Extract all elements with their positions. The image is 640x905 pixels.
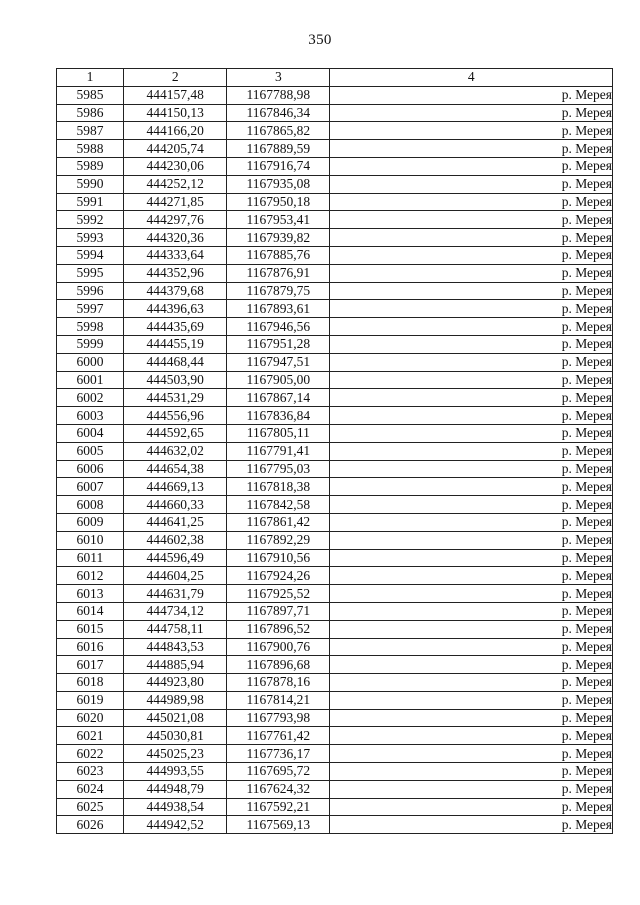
cell-y-coordinate: 1167910,56	[227, 549, 330, 567]
cell-x-coordinate: 444531,29	[124, 389, 227, 407]
cell-point-number: 5991	[57, 193, 124, 211]
cell-point-number: 5988	[57, 140, 124, 158]
cell-description: р. Мерея	[330, 763, 613, 781]
table-row	[57, 300, 613, 318]
cell-point-number: 6023	[57, 763, 124, 781]
cell-x-coordinate: 444166,20	[124, 122, 227, 140]
cell-x-coordinate: 444271,85	[124, 193, 227, 211]
cell-point-number: 6007	[57, 478, 124, 496]
table-row	[57, 656, 613, 674]
cell-y-coordinate: 1167905,00	[227, 371, 330, 389]
cell-x-coordinate: 444468,44	[124, 353, 227, 371]
table-row	[57, 407, 613, 425]
cell-description: р. Мерея	[330, 656, 613, 674]
table-row	[57, 371, 613, 389]
cell-description: р. Мерея	[330, 727, 613, 745]
cell-x-coordinate: 444948,79	[124, 780, 227, 798]
cell-y-coordinate: 1167805,11	[227, 424, 330, 442]
cell-x-coordinate: 445021,08	[124, 709, 227, 727]
table-row	[57, 335, 613, 353]
cell-x-coordinate: 445030,81	[124, 727, 227, 745]
cell-x-coordinate: 444843,53	[124, 638, 227, 656]
cell-y-coordinate: 1167896,52	[227, 620, 330, 638]
table-row	[57, 478, 613, 496]
cell-x-coordinate: 444435,69	[124, 318, 227, 336]
cell-y-coordinate: 1167893,61	[227, 300, 330, 318]
cell-description: р. Мерея	[330, 353, 613, 371]
table-row	[57, 246, 613, 264]
cell-description: р. Мерея	[330, 335, 613, 353]
cell-point-number: 6015	[57, 620, 124, 638]
cell-x-coordinate: 444230,06	[124, 157, 227, 175]
cell-y-coordinate: 1167935,08	[227, 175, 330, 193]
cell-y-coordinate: 1167879,75	[227, 282, 330, 300]
cell-x-coordinate: 444942,52	[124, 816, 227, 834]
cell-point-number: 6006	[57, 460, 124, 478]
cell-y-coordinate: 1167947,51	[227, 353, 330, 371]
cell-description: р. Мерея	[330, 193, 613, 211]
cell-y-coordinate: 1167865,82	[227, 122, 330, 140]
cell-point-number: 6024	[57, 780, 124, 798]
cell-description: р. Мерея	[330, 549, 613, 567]
table-row	[57, 353, 613, 371]
cell-x-coordinate: 444252,12	[124, 175, 227, 193]
cell-point-number: 5992	[57, 211, 124, 229]
cell-y-coordinate: 1167900,76	[227, 638, 330, 656]
table-row	[57, 620, 613, 638]
table-row	[57, 264, 613, 282]
cell-description: р. Мерея	[330, 264, 613, 282]
table-row	[57, 709, 613, 727]
coordinates-table	[56, 68, 613, 834]
cell-x-coordinate: 444669,13	[124, 478, 227, 496]
cell-x-coordinate: 444993,55	[124, 763, 227, 781]
cell-description: р. Мерея	[330, 371, 613, 389]
cell-point-number: 5986	[57, 104, 124, 122]
cell-description: р. Мерея	[330, 691, 613, 709]
table-row	[57, 282, 613, 300]
cell-y-coordinate: 1167916,74	[227, 157, 330, 175]
table-row	[57, 122, 613, 140]
cell-x-coordinate: 444989,98	[124, 691, 227, 709]
table-row	[57, 602, 613, 620]
cell-description: р. Мерея	[330, 157, 613, 175]
cell-y-coordinate: 1167569,13	[227, 816, 330, 834]
table-row	[57, 727, 613, 745]
cell-x-coordinate: 444157,48	[124, 86, 227, 104]
table-row	[57, 140, 613, 158]
cell-y-coordinate: 1167925,52	[227, 585, 330, 603]
cell-description: р. Мерея	[330, 282, 613, 300]
cell-x-coordinate: 444352,96	[124, 264, 227, 282]
cell-y-coordinate: 1167736,17	[227, 745, 330, 763]
table-row	[57, 424, 613, 442]
table-row	[57, 549, 613, 567]
cell-x-coordinate: 444923,80	[124, 674, 227, 692]
cell-y-coordinate: 1167788,98	[227, 86, 330, 104]
table-row	[57, 674, 613, 692]
cell-x-coordinate: 444297,76	[124, 211, 227, 229]
cell-description: р. Мерея	[330, 567, 613, 585]
cell-point-number: 6017	[57, 656, 124, 674]
cell-y-coordinate: 1167939,82	[227, 229, 330, 247]
cell-x-coordinate: 444632,02	[124, 442, 227, 460]
cell-description: р. Мерея	[330, 709, 613, 727]
column-header-1: 1	[57, 69, 124, 87]
cell-point-number: 6014	[57, 602, 124, 620]
cell-point-number: 6005	[57, 442, 124, 460]
cell-point-number: 5995	[57, 264, 124, 282]
cell-point-number: 6009	[57, 513, 124, 531]
table-row	[57, 318, 613, 336]
cell-description: р. Мерея	[330, 86, 613, 104]
cell-y-coordinate: 1167876,91	[227, 264, 330, 282]
cell-x-coordinate: 444654,38	[124, 460, 227, 478]
cell-x-coordinate: 444885,94	[124, 656, 227, 674]
cell-x-coordinate: 444396,63	[124, 300, 227, 318]
cell-point-number: 6013	[57, 585, 124, 603]
cell-description: р. Мерея	[330, 175, 613, 193]
table-body	[57, 86, 613, 833]
cell-description: р. Мерея	[330, 246, 613, 264]
cell-x-coordinate: 444592,65	[124, 424, 227, 442]
cell-point-number: 5996	[57, 282, 124, 300]
cell-y-coordinate: 1167814,21	[227, 691, 330, 709]
cell-x-coordinate: 444503,90	[124, 371, 227, 389]
cell-point-number: 6003	[57, 407, 124, 425]
cell-y-coordinate: 1167624,32	[227, 780, 330, 798]
cell-point-number: 6022	[57, 745, 124, 763]
cell-x-coordinate: 444205,74	[124, 140, 227, 158]
table-row	[57, 193, 613, 211]
cell-description: р. Мерея	[330, 300, 613, 318]
cell-y-coordinate: 1167889,59	[227, 140, 330, 158]
cell-point-number: 6008	[57, 496, 124, 514]
cell-y-coordinate: 1167846,34	[227, 104, 330, 122]
table-row	[57, 86, 613, 104]
cell-description: р. Мерея	[330, 229, 613, 247]
cell-y-coordinate: 1167818,38	[227, 478, 330, 496]
cell-point-number: 6025	[57, 798, 124, 816]
cell-x-coordinate: 444758,11	[124, 620, 227, 638]
table-row	[57, 798, 613, 816]
table-row	[57, 816, 613, 834]
cell-point-number: 5985	[57, 86, 124, 104]
cell-x-coordinate: 444379,68	[124, 282, 227, 300]
cell-description: р. Мерея	[330, 318, 613, 336]
table-row	[57, 763, 613, 781]
table-row	[57, 211, 613, 229]
cell-x-coordinate: 444150,13	[124, 104, 227, 122]
page-number: 350	[308, 32, 332, 48]
cell-description: р. Мерея	[330, 531, 613, 549]
cell-point-number: 6004	[57, 424, 124, 442]
cell-y-coordinate: 1167761,42	[227, 727, 330, 745]
cell-description: р. Мерея	[330, 585, 613, 603]
cell-y-coordinate: 1167695,72	[227, 763, 330, 781]
cell-description: р. Мерея	[330, 478, 613, 496]
table-header-row	[57, 69, 613, 87]
cell-description: р. Мерея	[330, 407, 613, 425]
cell-description: р. Мерея	[330, 638, 613, 656]
table-row	[57, 780, 613, 798]
cell-description: р. Мерея	[330, 442, 613, 460]
cell-y-coordinate: 1167793,98	[227, 709, 330, 727]
cell-point-number: 6019	[57, 691, 124, 709]
cell-x-coordinate: 444631,79	[124, 585, 227, 603]
table-row	[57, 442, 613, 460]
cell-x-coordinate: 444320,36	[124, 229, 227, 247]
cell-point-number: 5990	[57, 175, 124, 193]
cell-y-coordinate: 1167953,41	[227, 211, 330, 229]
cell-x-coordinate: 444556,96	[124, 407, 227, 425]
cell-point-number: 6016	[57, 638, 124, 656]
cell-point-number: 6002	[57, 389, 124, 407]
cell-description: р. Мерея	[330, 140, 613, 158]
cell-point-number: 6012	[57, 567, 124, 585]
cell-description: р. Мерея	[330, 620, 613, 638]
table-row	[57, 389, 613, 407]
cell-y-coordinate: 1167878,16	[227, 674, 330, 692]
cell-y-coordinate: 1167950,18	[227, 193, 330, 211]
cell-point-number: 6026	[57, 816, 124, 834]
column-header-3: 3	[227, 69, 330, 87]
cell-y-coordinate: 1167892,29	[227, 531, 330, 549]
cell-y-coordinate: 1167791,41	[227, 442, 330, 460]
table-row	[57, 175, 613, 193]
cell-description: р. Мерея	[330, 602, 613, 620]
table-row	[57, 229, 613, 247]
cell-description: р. Мерея	[330, 513, 613, 531]
cell-y-coordinate: 1167842,58	[227, 496, 330, 514]
cell-description: р. Мерея	[330, 816, 613, 834]
cell-description: р. Мерея	[330, 424, 613, 442]
table-row	[57, 585, 613, 603]
table-row	[57, 104, 613, 122]
cell-description: р. Мерея	[330, 496, 613, 514]
cell-y-coordinate: 1167896,68	[227, 656, 330, 674]
cell-point-number: 5999	[57, 335, 124, 353]
cell-x-coordinate: 444596,49	[124, 549, 227, 567]
cell-x-coordinate: 444604,25	[124, 567, 227, 585]
cell-point-number: 6021	[57, 727, 124, 745]
cell-point-number: 5993	[57, 229, 124, 247]
cell-point-number: 5994	[57, 246, 124, 264]
cell-y-coordinate: 1167885,76	[227, 246, 330, 264]
column-header-2: 2	[124, 69, 227, 87]
cell-description: р. Мерея	[330, 798, 613, 816]
cell-y-coordinate: 1167861,42	[227, 513, 330, 531]
table-row	[57, 513, 613, 531]
cell-point-number: 6018	[57, 674, 124, 692]
cell-x-coordinate: 444938,54	[124, 798, 227, 816]
cell-description: р. Мерея	[330, 211, 613, 229]
table-row	[57, 745, 613, 763]
table-row	[57, 691, 613, 709]
column-header-4: 4	[330, 69, 613, 87]
cell-y-coordinate: 1167836,84	[227, 407, 330, 425]
cell-y-coordinate: 1167951,28	[227, 335, 330, 353]
cell-point-number: 6001	[57, 371, 124, 389]
table-row	[57, 460, 613, 478]
cell-description: р. Мерея	[330, 122, 613, 140]
table-row	[57, 157, 613, 175]
cell-point-number: 6020	[57, 709, 124, 727]
cell-x-coordinate: 444455,19	[124, 335, 227, 353]
cell-point-number: 6000	[57, 353, 124, 371]
table-row	[57, 531, 613, 549]
cell-x-coordinate: 444602,38	[124, 531, 227, 549]
cell-point-number: 5997	[57, 300, 124, 318]
cell-description: р. Мерея	[330, 745, 613, 763]
cell-point-number: 5987	[57, 122, 124, 140]
cell-description: р. Мерея	[330, 674, 613, 692]
cell-x-coordinate: 444660,33	[124, 496, 227, 514]
cell-y-coordinate: 1167897,71	[227, 602, 330, 620]
cell-y-coordinate: 1167946,56	[227, 318, 330, 336]
cell-description: р. Мерея	[330, 780, 613, 798]
table-row	[57, 496, 613, 514]
cell-x-coordinate: 445025,23	[124, 745, 227, 763]
cell-point-number: 5998	[57, 318, 124, 336]
table-row	[57, 567, 613, 585]
cell-point-number: 6010	[57, 531, 124, 549]
cell-point-number: 5989	[57, 157, 124, 175]
cell-description: р. Мерея	[330, 389, 613, 407]
table-row	[57, 638, 613, 656]
cell-description: р. Мерея	[330, 104, 613, 122]
cell-y-coordinate: 1167867,14	[227, 389, 330, 407]
cell-point-number: 6011	[57, 549, 124, 567]
cell-description: р. Мерея	[330, 460, 613, 478]
cell-x-coordinate: 444333,64	[124, 246, 227, 264]
cell-y-coordinate: 1167924,26	[227, 567, 330, 585]
cell-y-coordinate: 1167795,03	[227, 460, 330, 478]
cell-y-coordinate: 1167592,21	[227, 798, 330, 816]
cell-x-coordinate: 444641,25	[124, 513, 227, 531]
cell-x-coordinate: 444734,12	[124, 602, 227, 620]
